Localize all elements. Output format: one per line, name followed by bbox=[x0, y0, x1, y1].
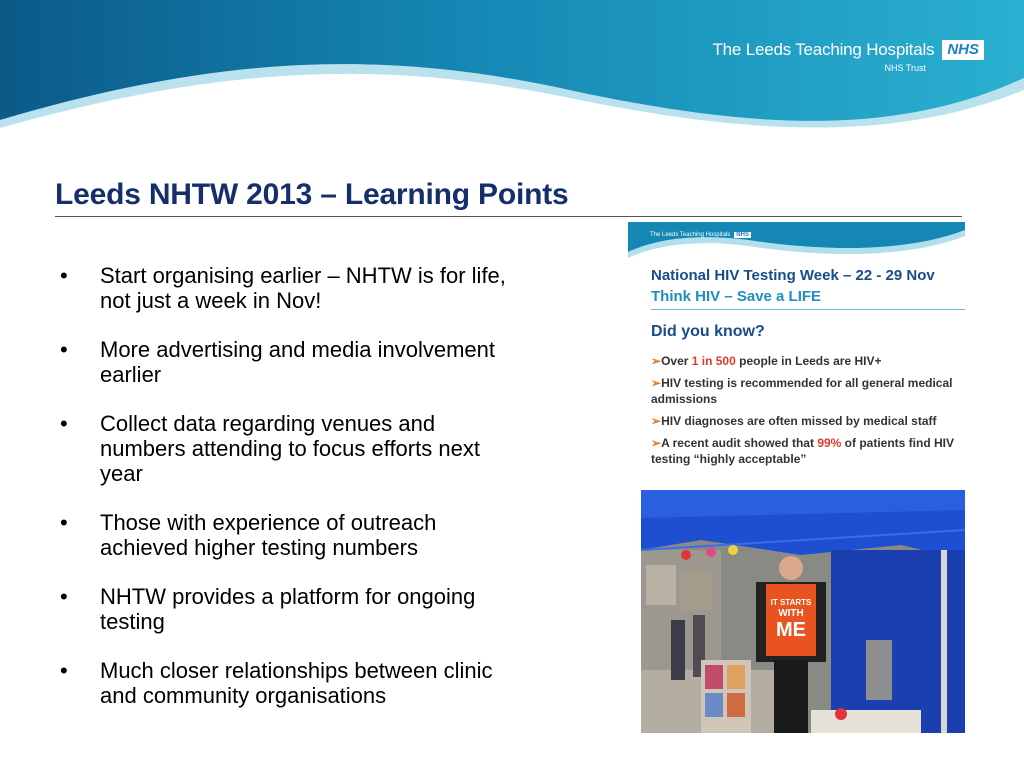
poster-did-you-know: Did you know? bbox=[651, 323, 765, 340]
bullet-icon: • bbox=[60, 584, 68, 609]
shirt-text-line3: ME bbox=[776, 619, 806, 641]
shirt-text-line2: WITH bbox=[778, 608, 804, 619]
arrow-icon: ➢ bbox=[651, 414, 662, 428]
learning-points-list bbox=[60, 263, 510, 732]
poster-brand-subtitle: NHS Trust bbox=[706, 241, 725, 246]
bullet-icon: • bbox=[60, 337, 68, 362]
slide-title: Leeds NHTW 2013 – Learning Points bbox=[55, 178, 569, 211]
poster-fact: ➢HIV diagnoses are often missed by medical staff bbox=[651, 414, 937, 428]
highlight-value: 1 in 500 bbox=[691, 354, 736, 368]
bullet-text: Much closer relationships between clinic and community organisations bbox=[100, 658, 493, 708]
arrow-icon: ➢ bbox=[651, 376, 662, 390]
poster-nhs-badge: NHS bbox=[736, 232, 749, 238]
brand-logo bbox=[712, 40, 984, 73]
bullet-icon: • bbox=[60, 510, 68, 535]
highlight-value: 99% bbox=[817, 436, 842, 450]
poster-title: National HIV Testing Week – 22 - 29 Nov bbox=[651, 267, 935, 284]
arrow-icon: ➢ bbox=[651, 436, 662, 450]
bullet-text: NHTW provides a platform for ongoing testing bbox=[100, 584, 476, 634]
poster-fact: ➢HIV testing is recommended for all general medical admissions bbox=[651, 376, 953, 406]
hiv-testing-poster bbox=[628, 222, 965, 488]
poster-tagline: Think HIV – Save a LIFE bbox=[651, 288, 822, 305]
outreach-stall-photo bbox=[641, 490, 965, 733]
poster-fact: ➢A recent audit showed that 99% of patients find HIV testing “highly acceptable” bbox=[651, 436, 955, 466]
bullet-text: Start organising earlier – NHTW is for life, not just a week in Nov! bbox=[100, 263, 506, 313]
brand-name: The Leeds Teaching Hospitals bbox=[712, 40, 935, 59]
title-underline bbox=[55, 216, 962, 217]
bullet-icon: • bbox=[60, 411, 68, 436]
nhs-badge: NHS bbox=[942, 40, 984, 60]
list-item bbox=[60, 658, 510, 708]
poster-header-wave bbox=[628, 222, 965, 258]
poster-brand-name: The Leeds Teaching Hospitals bbox=[650, 232, 731, 238]
list-item bbox=[60, 584, 510, 634]
bullet-icon: • bbox=[60, 658, 68, 683]
arrow-icon: ➢ bbox=[651, 354, 662, 368]
poster-brand bbox=[650, 232, 751, 238]
bullet-text: Those with experience of outreach achieved higher testing numbers bbox=[100, 510, 437, 560]
shirt-text-line1: IT STARTS bbox=[770, 598, 812, 607]
bullet-text: More advertising and media involvement earlier bbox=[100, 337, 495, 387]
list-item bbox=[60, 411, 510, 486]
bullet-text: Collect data regarding venues and numbers attending to focus efforts next year bbox=[100, 411, 480, 486]
list-item bbox=[60, 510, 510, 560]
bullet-icon: • bbox=[60, 263, 68, 288]
brand-subtitle: NHS Trust bbox=[884, 63, 926, 73]
poster-divider bbox=[651, 309, 965, 310]
list-item bbox=[60, 263, 510, 313]
poster-facts bbox=[651, 353, 961, 473]
list-item bbox=[60, 337, 510, 387]
poster-fact: ➢Over 1 in 500 people in Leeds are HIV+ bbox=[651, 354, 882, 368]
